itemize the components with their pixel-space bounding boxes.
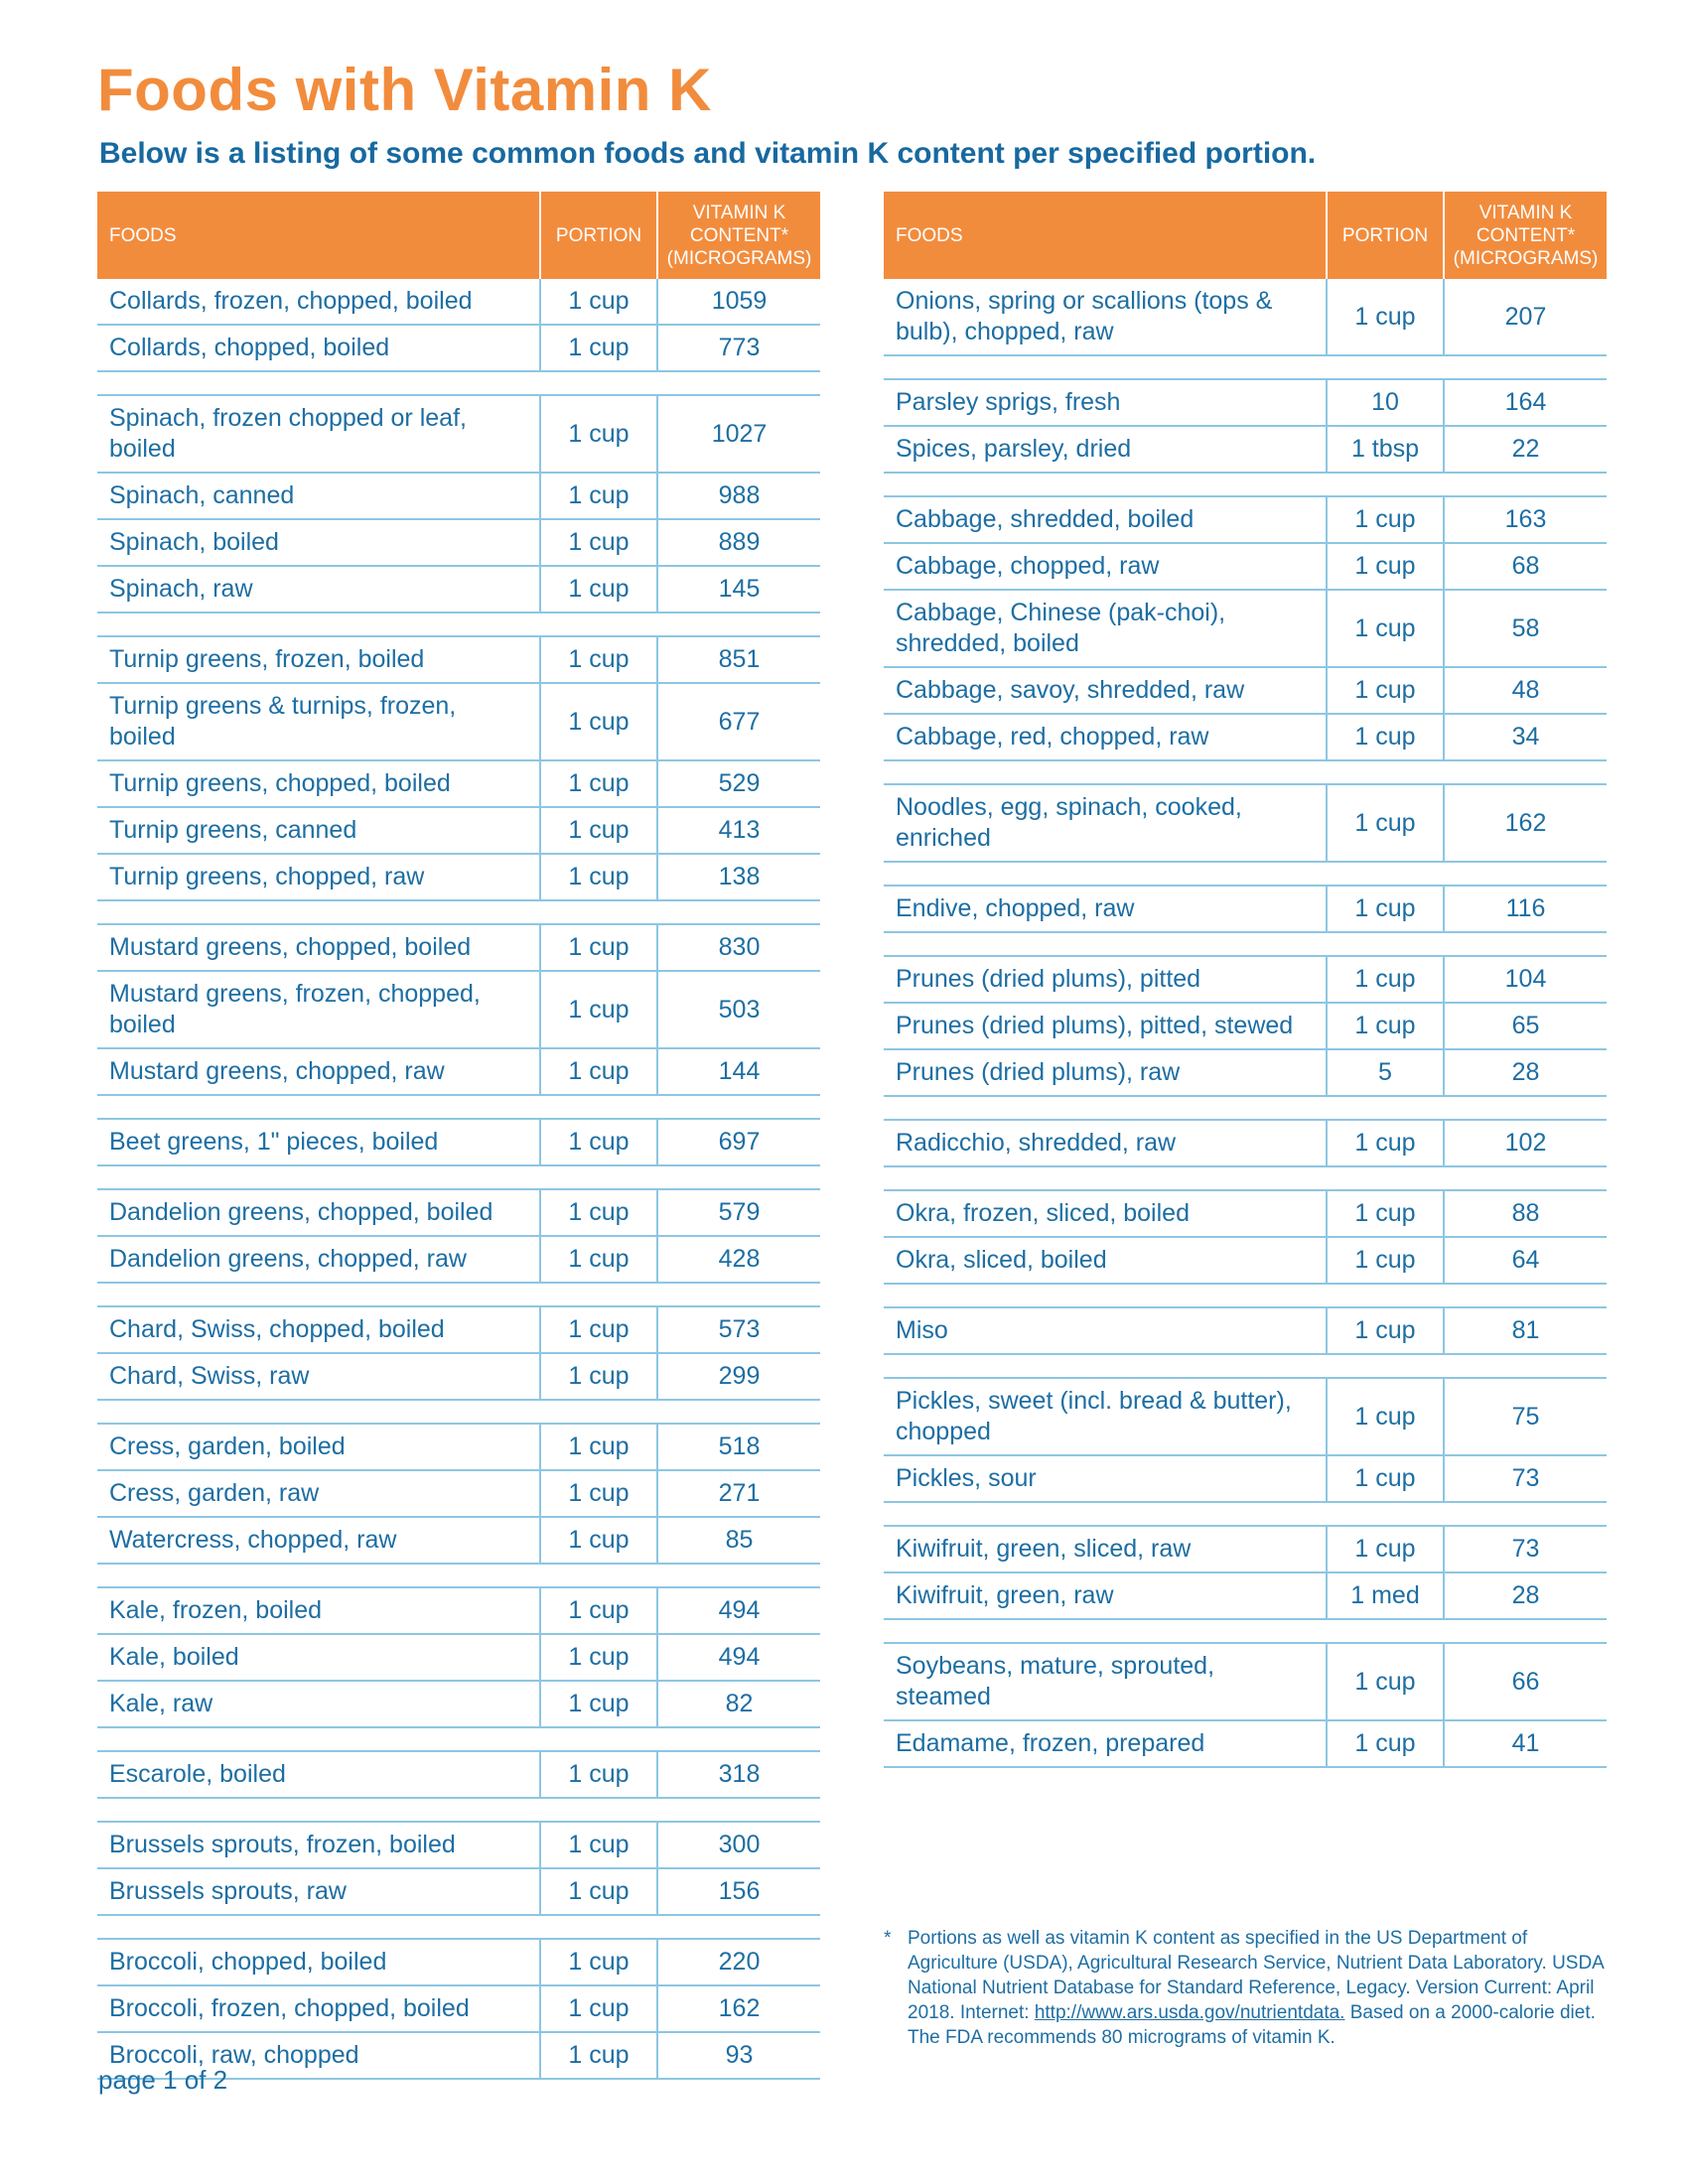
vitamin-k-cell: 207: [1444, 279, 1607, 355]
portion-cell: 1 cup: [1327, 784, 1444, 862]
food-cell: Broccoli, raw, chopped: [97, 2032, 540, 2079]
portion-cell: 5: [1327, 1049, 1444, 1096]
food-cell: Kiwifruit, green, raw: [884, 1572, 1327, 1619]
vitamin-k-table-right: [884, 192, 1607, 1768]
vitamin-k-cell: 48: [1444, 667, 1607, 714]
vitamin-k-cell: 28: [1444, 1572, 1607, 1619]
table-row: [97, 1306, 820, 1353]
vitamin-k-cell: 116: [1444, 886, 1607, 932]
portion-cell: 1 cup: [540, 807, 657, 854]
table-row: [97, 279, 820, 325]
vitamin-k-cell: 88: [1444, 1190, 1607, 1237]
group-spacer-cell: [97, 1564, 820, 1587]
table-row: [97, 1048, 820, 1095]
group-spacer: [884, 1619, 1607, 1643]
table-row: [884, 667, 1607, 714]
group-spacer-cell: [884, 1284, 1607, 1307]
table-row: [97, 325, 820, 371]
table-row: [97, 1751, 820, 1798]
group-spacer-cell: [884, 1354, 1607, 1378]
food-cell: Noodles, egg, spinach, cooked, enriched: [884, 784, 1327, 862]
food-cell: Spinach, frozen chopped or leaf, boiled: [97, 395, 540, 473]
group-spacer-cell: [884, 1619, 1607, 1643]
portion-cell: 1 cup: [540, 1751, 657, 1798]
header-portion: PORTION: [1327, 192, 1444, 279]
vitamin-k-cell: 889: [657, 519, 820, 566]
food-cell: Pickles, sweet (incl. bread & butter), chopped: [884, 1378, 1327, 1455]
portion-cell: 1 cup: [1327, 1526, 1444, 1572]
group-spacer-cell: [97, 1915, 820, 1939]
food-cell: Turnip greens, canned: [97, 807, 540, 854]
food-cell: Broccoli, chopped, boiled: [97, 1939, 540, 1985]
vitamin-k-cell: 299: [657, 1353, 820, 1400]
table-row: [884, 714, 1607, 760]
vitamin-k-cell: 144: [657, 1048, 820, 1095]
header-content-line: (MICROGRAMS): [666, 247, 812, 269]
portion-cell: 1 cup: [540, 519, 657, 566]
group-spacer-cell: [97, 1400, 820, 1424]
table-header-row: [884, 192, 1607, 279]
nutrient-data-link[interactable]: http://www.ars.usda.gov/nutrientdata.: [1034, 2002, 1345, 2023]
group-spacer-cell: [97, 1165, 820, 1189]
vitamin-k-cell: 81: [1444, 1307, 1607, 1354]
group-spacer: [97, 1095, 820, 1119]
portion-cell: 1 cup: [540, 1306, 657, 1353]
portion-cell: 1 cup: [1327, 1120, 1444, 1166]
table-row: [884, 496, 1607, 543]
vitamin-k-cell: 93: [657, 2032, 820, 2079]
table-row: [97, 1189, 820, 1236]
table-row: [97, 1587, 820, 1634]
vitamin-k-cell: 773: [657, 325, 820, 371]
page-subtitle: Below is a listing of some common foods and vitamin K content per specified portion.: [99, 137, 1317, 170]
portion-cell: 1 tbsp: [1327, 426, 1444, 473]
vitamin-k-cell: 573: [657, 1306, 820, 1353]
portion-cell: 1 cup: [1327, 1643, 1444, 1720]
portion-cell: 1 cup: [540, 1119, 657, 1165]
food-cell: Spinach, canned: [97, 473, 540, 519]
group-spacer-cell: [97, 900, 820, 924]
group-spacer-cell: [884, 760, 1607, 784]
header-content-line: CONTENT*: [689, 224, 789, 246]
food-cell: Prunes (dried plums), pitted, stewed: [884, 1003, 1327, 1049]
table-row: [884, 279, 1607, 355]
group-spacer-cell: [884, 473, 1607, 496]
header-vitamin-k-content: [657, 192, 820, 279]
vitamin-k-cell: 697: [657, 1119, 820, 1165]
portion-cell: 1 cup: [1327, 714, 1444, 760]
vitamin-k-cell: 988: [657, 473, 820, 519]
footnote-text: [908, 1926, 1609, 2050]
food-cell: Broccoli, frozen, chopped, boiled: [97, 1985, 540, 2032]
vitamin-k-cell: 529: [657, 760, 820, 807]
header-foods: FOODS: [884, 192, 1327, 279]
vitamin-k-cell: 164: [1444, 379, 1607, 426]
food-cell: Chard, Swiss, raw: [97, 1353, 540, 1400]
table-row: [884, 956, 1607, 1003]
food-cell: Prunes (dried plums), raw: [884, 1049, 1327, 1096]
header-vitamin-k-content: [1444, 192, 1607, 279]
group-spacer: [884, 760, 1607, 784]
table-row: [97, 683, 820, 760]
group-spacer: [97, 1564, 820, 1587]
table-row: [97, 473, 820, 519]
portion-cell: 1 cup: [540, 279, 657, 325]
food-cell: Okra, frozen, sliced, boiled: [884, 1190, 1327, 1237]
portion-cell: 1 cup: [540, 1634, 657, 1681]
food-cell: Spinach, raw: [97, 566, 540, 613]
vitamin-k-cell: 413: [657, 807, 820, 854]
group-spacer: [97, 613, 820, 636]
food-cell: Cabbage, red, chopped, raw: [884, 714, 1327, 760]
food-cell: Mustard greens, frozen, chopped, boiled: [97, 971, 540, 1048]
vitamin-k-cell: 28: [1444, 1049, 1607, 1096]
table-row: [884, 1378, 1607, 1455]
group-spacer: [884, 862, 1607, 886]
food-cell: Watercress, chopped, raw: [97, 1517, 540, 1564]
vitamin-k-cell: 300: [657, 1822, 820, 1868]
food-cell: Edamame, frozen, prepared: [884, 1720, 1327, 1767]
food-cell: Spices, parsley, dried: [884, 426, 1327, 473]
table-row: [97, 1681, 820, 1727]
portion-cell: 1 cup: [540, 1681, 657, 1727]
vitamin-k-cell: 503: [657, 971, 820, 1048]
table-row: [97, 1985, 820, 2032]
table-row: [97, 1868, 820, 1915]
group-spacer: [884, 1354, 1607, 1378]
table-row: [884, 1049, 1607, 1096]
group-spacer-cell: [884, 355, 1607, 379]
vitamin-k-cell: 85: [657, 1517, 820, 1564]
left-table-column: [97, 192, 820, 2080]
group-spacer: [97, 371, 820, 395]
table-row: [97, 1119, 820, 1165]
portion-cell: 1 cup: [540, 1353, 657, 1400]
group-spacer-cell: [97, 613, 820, 636]
vitamin-k-cell: 138: [657, 854, 820, 900]
portion-cell: 1 cup: [540, 971, 657, 1048]
portion-cell: 1 cup: [1327, 1190, 1444, 1237]
food-cell: Brussels sprouts, frozen, boiled: [97, 1822, 540, 1868]
portion-cell: 1 cup: [540, 1470, 657, 1517]
table-row: [97, 1470, 820, 1517]
food-cell: Kiwifruit, green, sliced, raw: [884, 1526, 1327, 1572]
vitamin-k-cell: 851: [657, 636, 820, 683]
table-body-right: [884, 279, 1607, 1767]
right-table-column: [884, 192, 1607, 1768]
table-row: [97, 854, 820, 900]
group-spacer: [97, 1915, 820, 1939]
food-cell: Soybeans, mature, sprouted, steamed: [884, 1643, 1327, 1720]
food-cell: Brussels sprouts, raw: [97, 1868, 540, 1915]
table-row: [97, 566, 820, 613]
vitamin-k-cell: 73: [1444, 1526, 1607, 1572]
food-cell: Beet greens, 1" pieces, boiled: [97, 1119, 540, 1165]
portion-cell: 1 cup: [540, 1517, 657, 1564]
vitamin-k-cell: 64: [1444, 1237, 1607, 1284]
food-cell: Cabbage, shredded, boiled: [884, 496, 1327, 543]
portion-cell: 1 cup: [540, 2032, 657, 2079]
vitamin-k-cell: 1027: [657, 395, 820, 473]
food-cell: Collards, chopped, boiled: [97, 325, 540, 371]
food-cell: Miso: [884, 1307, 1327, 1354]
table-row: [884, 543, 1607, 590]
group-spacer-cell: [884, 1166, 1607, 1190]
food-cell: Prunes (dried plums), pitted: [884, 956, 1327, 1003]
portion-cell: 1 cup: [1327, 1003, 1444, 1049]
vitamin-k-cell: 68: [1444, 543, 1607, 590]
vitamin-k-cell: 1059: [657, 279, 820, 325]
vitamin-k-cell: 163: [1444, 496, 1607, 543]
food-cell: Parsley sprigs, fresh: [884, 379, 1327, 426]
portion-cell: 1 cup: [540, 1868, 657, 1915]
portion-cell: 1 cup: [1327, 667, 1444, 714]
table-row: [97, 1939, 820, 1985]
portion-cell: 1 cup: [1327, 956, 1444, 1003]
header-content-line: (MICROGRAMS): [1453, 247, 1599, 269]
portion-cell: 1 med: [1327, 1572, 1444, 1619]
table-row: [884, 1572, 1607, 1619]
food-cell: Turnip greens, chopped, boiled: [97, 760, 540, 807]
food-cell: Cabbage, chopped, raw: [884, 543, 1327, 590]
portion-cell: 1 cup: [1327, 496, 1444, 543]
portion-cell: 1 cup: [540, 1822, 657, 1868]
group-spacer: [97, 1283, 820, 1306]
portion-cell: 1 cup: [540, 1424, 657, 1470]
header-content-line: VITAMIN K: [692, 202, 786, 223]
vitamin-k-cell: 494: [657, 1634, 820, 1681]
table-row: [97, 395, 820, 473]
table-row: [884, 426, 1607, 473]
page-title: Foods with Vitamin K: [97, 57, 712, 123]
table-row: [97, 1822, 820, 1868]
group-spacer: [97, 1400, 820, 1424]
table-row: [884, 1120, 1607, 1166]
food-cell: Turnip greens, frozen, boiled: [97, 636, 540, 683]
vitamin-k-cell: 102: [1444, 1120, 1607, 1166]
food-cell: Cabbage, Chinese (pak-choi), shredded, boiled: [884, 590, 1327, 667]
portion-cell: 1 cup: [1327, 886, 1444, 932]
portion-cell: 1 cup: [540, 566, 657, 613]
vitamin-k-cell: 428: [657, 1236, 820, 1283]
food-cell: Kale, raw: [97, 1681, 540, 1727]
table-row: [884, 379, 1607, 426]
group-spacer-cell: [97, 1283, 820, 1306]
portion-cell: 1 cup: [540, 683, 657, 760]
food-cell: Collards, frozen, chopped, boiled: [109, 287, 473, 315]
table-row: [884, 1643, 1607, 1720]
table-row: [884, 1003, 1607, 1049]
group-spacer: [884, 473, 1607, 496]
portion-cell: 1 cup: [540, 760, 657, 807]
table-row: [97, 1634, 820, 1681]
vitamin-k-cell: 75: [1444, 1378, 1607, 1455]
table-row: [884, 1237, 1607, 1284]
portion-cell: 1 cup: [540, 1189, 657, 1236]
group-spacer-cell: [884, 1502, 1607, 1526]
portion-cell: 1 cup: [540, 1048, 657, 1095]
portion-cell: 1 cup: [540, 395, 657, 473]
food-cell: Dandelion greens, chopped, raw: [97, 1236, 540, 1283]
table-row: [884, 1455, 1607, 1502]
header-foods: FOODS: [97, 192, 540, 279]
table-row: [97, 760, 820, 807]
group-spacer: [97, 1798, 820, 1822]
header-portion: PORTION: [540, 192, 657, 279]
vitamin-k-cell: 73: [1444, 1455, 1607, 1502]
portion-cell: 1 cup: [1327, 1455, 1444, 1502]
vitamin-k-cell: 518: [657, 1424, 820, 1470]
vitamin-k-cell: 271: [657, 1470, 820, 1517]
group-spacer: [884, 1166, 1607, 1190]
food-cell: Mustard greens, chopped, boiled: [97, 924, 540, 971]
table-row: [97, 807, 820, 854]
portion-cell: 1 cup: [1327, 590, 1444, 667]
footnote-text-after: Based on a 2000-calorie diet. The FDA recommends 80 micrograms of vitamin K.: [908, 2002, 1596, 2048]
food-cell: Endive, chopped, raw: [884, 886, 1327, 932]
table-row: [97, 971, 820, 1048]
table-row: [97, 1353, 820, 1400]
group-spacer-cell: [884, 932, 1607, 956]
food-cell: Kale, boiled: [97, 1634, 540, 1681]
table-row: [97, 1517, 820, 1564]
group-spacer: [884, 932, 1607, 956]
table-row: [884, 1307, 1607, 1354]
table-row: [884, 590, 1607, 667]
vitamin-k-cell: 162: [657, 1985, 820, 2032]
vitamin-k-cell: 82: [657, 1681, 820, 1727]
vitamin-k-cell: 318: [657, 1751, 820, 1798]
table-row: [97, 519, 820, 566]
vitamin-k-cell: 66: [1444, 1643, 1607, 1720]
portion-cell: 1 cup: [1327, 279, 1444, 355]
table-body-left: [97, 279, 820, 2079]
footnote: [884, 1926, 1609, 2050]
table-row: [884, 784, 1607, 862]
food-cell: Cress, garden, boiled: [97, 1424, 540, 1470]
food-cell: Okra, sliced, boiled: [884, 1237, 1327, 1284]
vitamin-k-cell: 34: [1444, 714, 1607, 760]
food-cell: Onions, spring or scallions (tops & bulb), chopped, raw: [884, 279, 1327, 355]
vitamin-k-cell: 677: [657, 683, 820, 760]
portion-cell: 1 cup: [540, 1939, 657, 1985]
portion-cell: 1 cup: [1327, 543, 1444, 590]
footnote-text-before: Portions as well as vitamin K content as specified in the US Department of Agriculture (USDA), Agricultural Research Service, Nutrient Data Laboratory. USDA National Nutrient Database for Standard Reference, Legacy. Version Current: April 2018. Internet:: [908, 1928, 1604, 2023]
header-content-line: VITAMIN K: [1478, 202, 1573, 223]
portion-cell: 1 cup: [540, 1985, 657, 2032]
portion-cell: 10: [1327, 379, 1444, 426]
food-cell: Radicchio, shredded, raw: [884, 1120, 1327, 1166]
group-spacer: [884, 1096, 1607, 1120]
portion-cell: 1 cup: [540, 325, 657, 371]
group-spacer-cell: [97, 1798, 820, 1822]
table-row: [97, 924, 820, 971]
food-cell: Cabbage, savoy, shredded, raw: [884, 667, 1327, 714]
group-spacer: [97, 1727, 820, 1751]
group-spacer-cell: [884, 862, 1607, 886]
food-cell: Chard, Swiss, chopped, boiled: [97, 1306, 540, 1353]
portion-cell: 1 cup: [540, 473, 657, 519]
table-row: [97, 636, 820, 683]
food-cell: Cress, garden, raw: [97, 1470, 540, 1517]
group-spacer-cell: [97, 371, 820, 395]
portion-cell: 1 cup: [540, 924, 657, 971]
vitamin-k-cell: 145: [657, 566, 820, 613]
page-number: page 1 of 2: [98, 2065, 228, 2095]
table-row: [884, 886, 1607, 932]
table-row: [884, 1720, 1607, 1767]
header-content-line: CONTENT*: [1476, 224, 1576, 246]
food-cell: Dandelion greens, chopped, boiled: [97, 1189, 540, 1236]
vitamin-k-cell: 162: [1444, 784, 1607, 862]
group-spacer-cell: [884, 1096, 1607, 1120]
group-spacer: [884, 1284, 1607, 1307]
food-cell: Kale, frozen, boiled: [97, 1587, 540, 1634]
footnote-asterisk: *: [884, 1928, 892, 1949]
vitamin-k-cell: 58: [1444, 590, 1607, 667]
group-spacer: [97, 1165, 820, 1189]
portion-cell: 1 cup: [1327, 1720, 1444, 1767]
food-cell: Spinach, boiled: [97, 519, 540, 566]
portion-cell: 1 cup: [540, 854, 657, 900]
group-spacer: [97, 900, 820, 924]
food-cell: Escarole, boiled: [97, 1751, 540, 1798]
portion-cell: 1 cup: [1327, 1307, 1444, 1354]
vitamin-k-cell: 579: [657, 1189, 820, 1236]
food-cell: Turnip greens, chopped, raw: [97, 854, 540, 900]
portion-cell: 1 cup: [1327, 1378, 1444, 1455]
table-row: [884, 1526, 1607, 1572]
portion-cell: 1 cup: [540, 1587, 657, 1634]
vitamin-k-table-left: [97, 192, 820, 2080]
food-cell: Turnip greens & turnips, frozen, boiled: [97, 683, 540, 760]
portion-cell: 1 cup: [1327, 1237, 1444, 1284]
vitamin-k-cell: 220: [657, 1939, 820, 1985]
vitamin-k-cell: 41: [1444, 1720, 1607, 1767]
food-cell: Pickles, sour: [884, 1455, 1327, 1502]
food-cell: Mustard greens, chopped, raw: [97, 1048, 540, 1095]
group-spacer-cell: [97, 1095, 820, 1119]
portion-cell: 1 cup: [540, 1236, 657, 1283]
group-spacer-cell: [97, 1727, 820, 1751]
table-row: [97, 1424, 820, 1470]
table-row: [97, 1236, 820, 1283]
vitamin-k-cell: 104: [1444, 956, 1607, 1003]
table-row: [884, 1190, 1607, 1237]
vitamin-k-cell: 494: [657, 1587, 820, 1634]
group-spacer: [884, 1502, 1607, 1526]
group-spacer: [884, 355, 1607, 379]
portion-cell: 1 cup: [540, 636, 657, 683]
vitamin-k-cell: 830: [657, 924, 820, 971]
vitamin-k-cell: 156: [657, 1868, 820, 1915]
vitamin-k-cell: 22: [1444, 426, 1607, 473]
table-header-row: [97, 192, 820, 279]
vitamin-k-cell: 65: [1444, 1003, 1607, 1049]
